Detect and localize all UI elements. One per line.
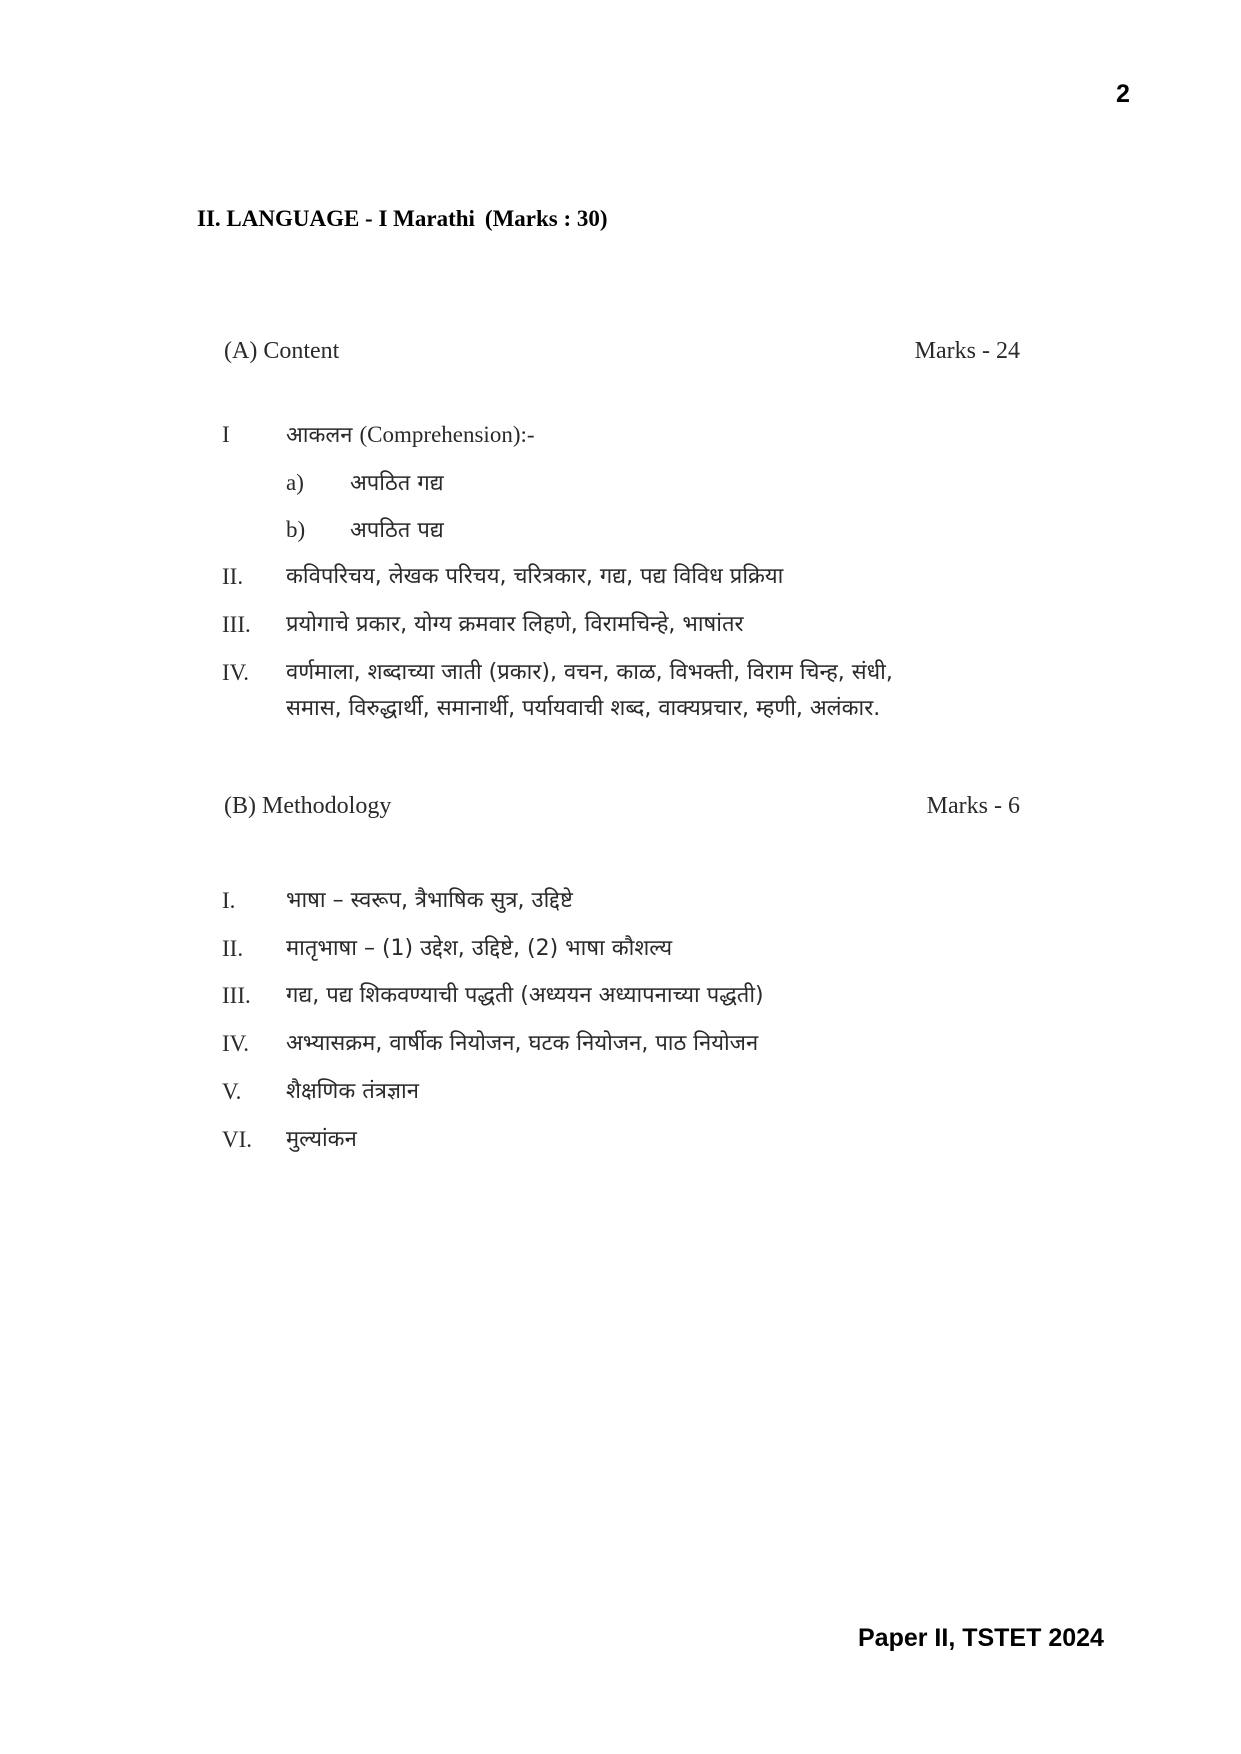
item-text: अभ्यासक्रम, वार्षीक नियोजन, घटक नियोजन, पाठ नियोजन	[286, 1031, 759, 1056]
item-number: II.	[222, 564, 244, 589]
item-text: गद्य, पद्य शिकवण्याची पद्धती (अध्ययन अध्यापनाच्या पद्धती)	[286, 983, 764, 1008]
item-number: III.	[222, 983, 251, 1008]
item-text-line-1: वर्णमाला, शब्दाच्या जाती (प्रकार), वचन, काळ, विभक्ती, विराम चिन्ह, संधी,	[286, 660, 893, 685]
item-text	[286, 655, 893, 727]
item-text: अपठित गद्य	[350, 471, 444, 496]
item-text-marathi: आकलन	[286, 423, 353, 448]
heading-title: II. LANGUAGE - I Marathi	[197, 206, 475, 231]
list-item	[222, 1074, 419, 1110]
item-number: IV.	[222, 1031, 250, 1056]
item-text: भाषा – स्वरूप, त्रैभाषिक सुत्र, उद्दिष्टे	[286, 888, 573, 913]
list-item	[222, 883, 573, 919]
item-text: शैक्षणिक तंत्रज्ञान	[286, 1079, 419, 1104]
list-item	[222, 1026, 758, 1062]
item-text: मुल्यांकन	[286, 1127, 357, 1152]
list-item	[222, 978, 764, 1014]
item-text: प्रयोगाचे प्रकार, योग्य क्रमवार लिहणे, विरामचिन्हे, भाषांतर	[286, 612, 744, 637]
list-item	[222, 931, 672, 967]
content-section-marks: Marks - 24	[914, 338, 1020, 364]
page-footer: Paper II, TSTET 2024	[858, 1624, 1104, 1652]
item-text	[286, 417, 535, 454]
item-number: II.	[222, 936, 244, 961]
item-text-latin: (Comprehension):-	[359, 422, 535, 447]
item-number: b)	[286, 517, 306, 542]
item-text: कविपरिचय, लेखक परिचय, चरित्रकार, गद्य, पद्य विविध प्रक्रिया	[286, 564, 784, 589]
content-section-label: (A) Content	[224, 338, 340, 364]
sub-list-item	[286, 512, 444, 549]
item-number: I.	[222, 888, 236, 913]
item-text: मातृभाषा – (1) उद्देश, उद्दिष्टे, (2) भाषा कौशल्य	[286, 936, 673, 961]
item-text: अपठित पद्य	[350, 518, 444, 543]
methodology-section-marks: Marks - 6	[926, 793, 1020, 819]
methodology-section-label: (B) Methodology	[224, 793, 392, 819]
item-number: V.	[222, 1079, 242, 1104]
item-number: I	[222, 422, 230, 447]
list-item	[222, 559, 783, 595]
heading-marks: (Marks : 30)	[484, 206, 608, 231]
item-number: IV.	[222, 660, 250, 685]
section-heading	[197, 206, 608, 232]
list-item	[222, 607, 744, 643]
list-item	[222, 417, 535, 454]
item-text-line-2: समास, विरुद्धार्थी, समानार्थी, पर्यायवाची शब्द, वाक्यप्रचार, म्हणी, अलंकार.	[286, 696, 881, 721]
item-number: a)	[286, 470, 304, 495]
list-item	[222, 655, 893, 727]
sub-list-item	[286, 465, 444, 502]
item-number: III.	[222, 612, 251, 637]
page-number: 2	[1116, 80, 1130, 108]
list-item	[222, 1122, 357, 1158]
item-number: VI.	[222, 1127, 253, 1152]
